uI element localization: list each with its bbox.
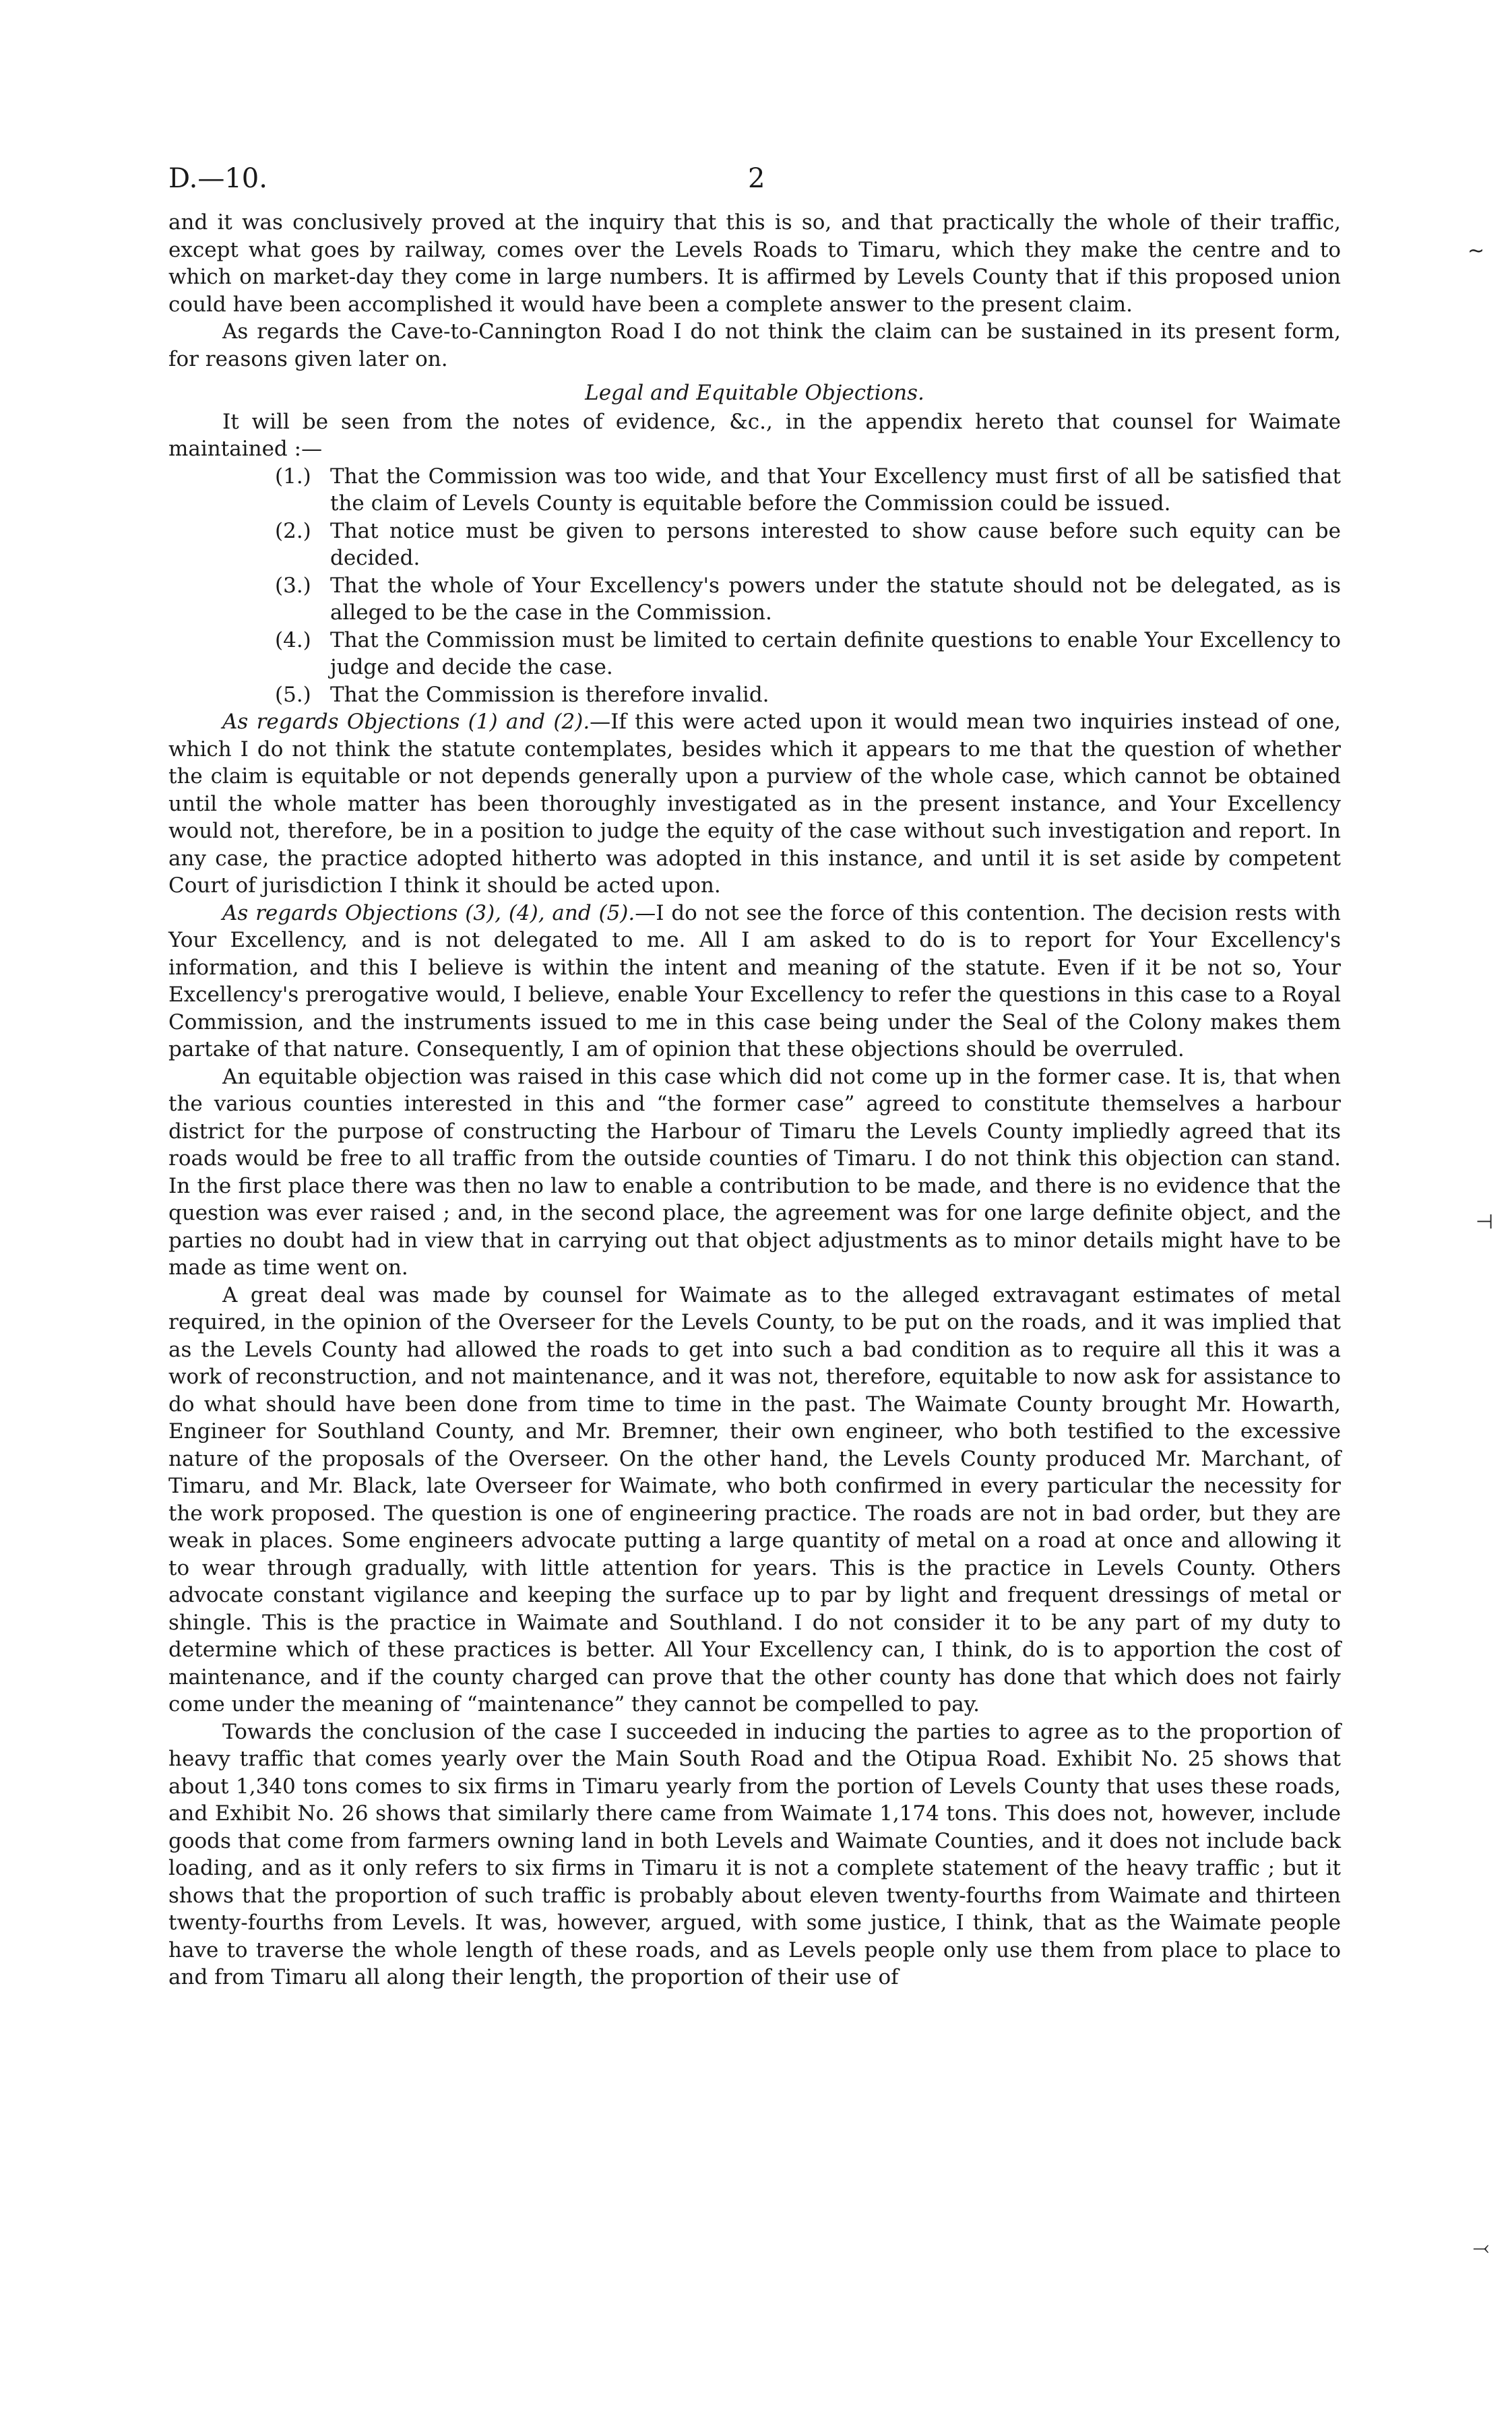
document-reference: D.—10. — [168, 163, 267, 194]
section-heading: Legal and Equitable Objections. — [585, 381, 924, 405]
objection-item-5 — [275, 681, 1341, 709]
objection-item-1 — [275, 463, 1341, 518]
margin-mark-top: ~ — [1468, 239, 1485, 263]
paragraph-5 — [168, 900, 1341, 1063]
paragraph-3: It will be seen from the notes of evidence, &c., in the appendix hereto that counsel for Waimate maintained :— — [168, 409, 1341, 461]
body-text — [168, 209, 1341, 1991]
objection-number: (5.) — [275, 682, 311, 707]
objection-number: (2.) — [275, 518, 311, 543]
objection-number: (3.) — [275, 573, 311, 598]
paragraph-5-lead: As regards Objections (3), (4), and (5). — [222, 900, 635, 925]
objection-text: That the Commission is therefore invalid. — [330, 682, 769, 707]
paragraph-8: Towards the conclusion of the case I succeeded in inducing the parties to agree as to the proportion of heavy traffic that comes yearly over the Main South Road and the Otipua Road. Exhibit No. 25 shows that about 1,340 tons comes to six firms in Timaru yearly from the portion of Levels County that uses these roads, and Exhibit No. 26 shows that similarly there came from Waimate 1,174 tons. This does not, however, include goods that come from farmers owning land in both Levels and Waimate Counties, and it does not include back loading, and as it only refers to six firms in Timaru it is not a complete statement of the heavy traffic ; but it shows that the proportion of such traffic is probably about eleven twenty-fourths from Waimate and thirteen twenty-fourths from Levels. It was, however, argued, with some justice, I think, that as the Waimate people have to traverse the whole length of these roads, and as Levels people only use them from place to place to and from Timaru all along their length, the proportion of their use of — [168, 1719, 1341, 1989]
margin-mark-middle: ⊣ — [1476, 1210, 1494, 1234]
paragraph-5-text: —I do not see the force of this contention. The decision rests with Your Excellency, and is not delegated to me. All I am asked to do is to report for Your Excellency's information, and this I believe is within the intent and meaning of the statute. Even if it be not so, Your Excellency's prerogative would, I believe, enable Your Excellency to refer the questions in this case to a Royal Commission, and the instruments issued to me in this case being under the Seal of the Colony makes them partake of that nature. Consequently, I am of opinion that these objections should be overruled. — [168, 900, 1341, 1061]
objections-list — [168, 463, 1341, 709]
objection-text: That the Commission was too wide, and that Your Excellency must first of all be satisfied that the claim of Levels County is equitable before the Commission could be issued. — [330, 464, 1341, 516]
paragraph-4-text: —If this were acted upon it would mean two inquiries instead of one, which I do not think the statute contemplates, besides which it appears to me that the question of whether the claim is equitable or not depends generally upon a purview of the whole case, which cannot be obtained until the whole matter has been thoroughly investigated as in the present instance, and Your Excellency would not, therefore, be in a position to judge the equity of the case without such investigation and report. In any case, the practice adopted hitherto was adopted in this instance, and until it is set aside by competent Court of jurisdiction I think it should be acted upon. — [168, 710, 1341, 898]
objection-number: (1.) — [275, 464, 311, 489]
page-number: 2 — [748, 163, 765, 194]
paragraph-1: and it was conclusively proved at the inquiry that this is so, and that practically the whole of their traffic, except what goes by railway, comes over the Levels Roads to Timaru, which they make the centre and to which on market-day they come in large numbers. It is affirmed by Levels County that if this proposed union could have been accomplished it would have been a complete answer to the present claim. — [168, 210, 1341, 317]
paragraph-2: As regards the Cave-to-Cannington Road I do not think the claim can be sustained in its present form, for reasons given later on. — [168, 319, 1341, 371]
objection-text: That notice must be given to persons interested to show cause before such equity can be decided. — [330, 518, 1341, 570]
paragraph-4-lead: As regards Objections (1) and (2). — [222, 710, 590, 734]
objection-item-2 — [275, 518, 1341, 572]
objection-item-4 — [275, 627, 1341, 681]
paragraph-4 — [168, 708, 1341, 900]
margin-mark-bottom: ⤙ — [1473, 2236, 1489, 2260]
objection-text: That the whole of Your Excellency's powers under the statute should not be delegated, as is alleged to be the case in the Commission. — [330, 573, 1341, 625]
objection-number: (4.) — [275, 627, 311, 652]
paragraph-6: An equitable objection was raised in this case which did not come up in the former case. It is, that when the various counties interested in this and “the former case” agreed to constitute themselves a harbour district for the purpose of constructing the Harbour of Timaru the Levels County impliedly agreed that its roads would be free to all traffic from the outside counties of Timaru. I do not think this objection can stand. In the first place there was then no law to enable a contribution to be made, and there is no evidence that the question was ever raised ; and, in the second place, the agreement was for one large definite object, and the parties no doubt had in view that in carrying out that object adjustments as to minor details might have to be made as time went on. — [168, 1064, 1341, 1280]
objection-text: That the Commission must be limited to certain definite questions to enable Your Excellency to judge and decide the case. — [330, 627, 1341, 679]
document-page — [168, 162, 1341, 1991]
page-header — [168, 162, 1341, 209]
paragraph-7: A great deal was made by counsel for Waimate as to the alleged extravagant estimates of metal required, in the opinion of the Overseer for the Levels County, to be put on the roads, and it was implied that as the Levels County had allowed the roads to get into such a bad condition as to require all this it was a work of reconstruction, and not maintenance, and it was not, therefore, equitable to now ask for assistance to do what should have been done from time to time in the past. The Waimate County brought Mr. Howarth, Engineer for Southland County, and Mr. Bremner, their own engineer, who both testified to the excessive nature of the proposals of the Overseer. On the other hand, the Levels County produced Mr. Marchant, of Timaru, and Mr. Black, late Overseer for Waimate, who both confirmed in every particular the necessity for the work proposed. The question is one of engineering practice. The roads are not in bad order, but they are weak in places. Some engineers advocate putting a large quantity of metal on a road at once and allowing it to wear through gradually, with little attention for years. This is the practice in Levels County. Others advocate constant vigilance and keeping the surface up to par by light and frequent dressings of metal or shingle. This is the practice in Waimate and Southland. I do not consider it to be any part of my duty to determine which of these practices is better. All Your Excellency can, I think, do is to apportion the cost of maintenance, and if the county charged can prove that the other county has done that which does not fairly come under the meaning of “maintenance” they cannot be compelled to pay. — [168, 1282, 1341, 1716]
objection-item-3 — [275, 572, 1341, 627]
